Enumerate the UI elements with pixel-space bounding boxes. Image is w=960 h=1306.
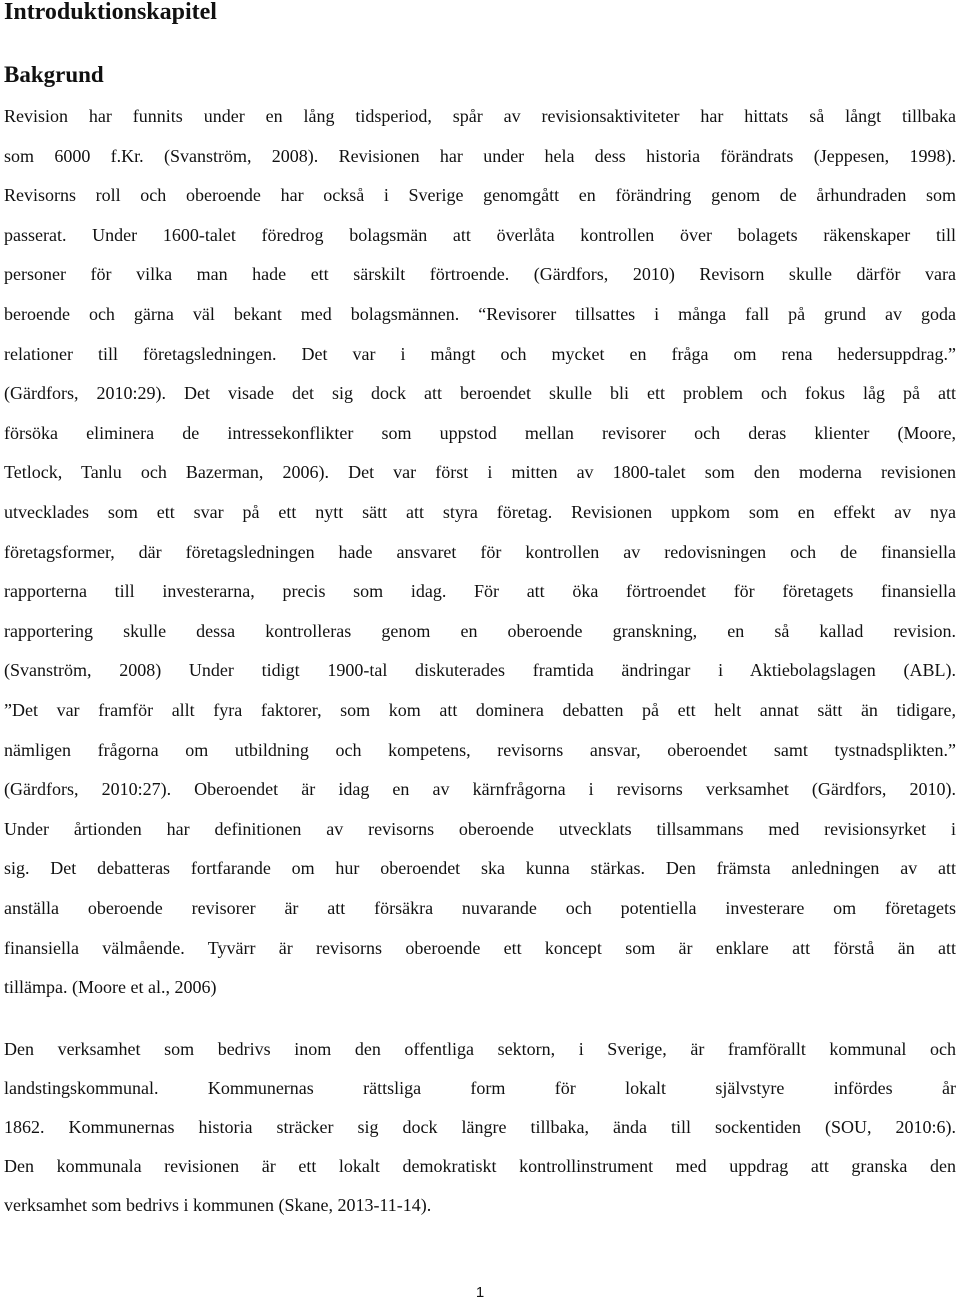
text-line: rapportering skulle dessa kontrolleras genom en oberoende granskning, en så kallad revision. [4,620,956,641]
text-line: anställa oberoende revisorer är att försäkra nuvarande och potentiella investerare om företagets [4,898,956,918]
text-line: som 6000 f.Kr. (Svanström, 2008). Revisionen har under hela dess historia förändrats (Jeppesen, 1998). [4,145,956,166]
text-line: Revisorns roll och oberoende har också i Sverige genomgått en förändring genom de århundraden som [4,185,956,206]
section-heading: Bakgrund [4,62,104,87]
text-line: Revision har funnits under en lång tidsperiod, spår av revisionsaktiviteter har hittats så långt tillbaka [4,106,956,126]
text-line: försöka eliminera de intressekonflikter som uppstod mellan revisorer och deras klienter (Moore, [4,422,956,443]
text-line: Tetlock, Tanlu och Bazerman, 2006). Det var först i mitten av 1800-talet som den moderna revisionen [4,462,956,483]
text-line: personer för vilka man hade ett särskilt förtroende. (Gärdfors, 2010) Revisorn skulle därför vara [4,264,956,285]
text-line: tillämpa. (Moore et al., 2006) [4,977,217,998]
text-line: (Gärdfors, 2010:27). Oberoendet är idag en av kärnfrågorna i revisorns verksamhet (Gärdfors, 2010). [4,779,956,800]
text-line: finansiella välmående. Tyvärr är revisorns oberoende ett koncept som är enklare att förstå än att [4,937,956,958]
text-line: rapporterna till investerarna, precis som idag. För att öka förtroendet för företagets finansiella [4,581,956,602]
text-line: verksamhet som bedrivs i kommunen (Skane, 2013-11-14). [4,1195,432,1215]
text-line: Den kommunala revisionen är ett lokalt demokratiskt kontrollinstrument med uppdrag att granska den [4,1156,956,1176]
text-line: (Gärdfors, 2010:29). Det visade det sig dock att beroendet skulle bli ett problem och fokus låg på att [4,383,956,404]
chapter-title: Introduktionskapitel [4,0,217,25]
text-line: beroende och gärna väl bekant med bolagsmännen. “Revisorer tillsattes i många fall på grund av goda [4,304,956,324]
text-line: (Svanström, 2008) Under tidigt 1900-tal diskuterades framtida ändringar i Aktiebolagslagen (ABL). [4,660,956,681]
text-line: sig. Det debatteras fortfarande om hur oberoendet ska kunna stärkas. Den främsta anledningen av att [4,858,956,879]
text-line: relationer till företagsledningen. Det var i mångt och mycket en fråga om rena hedersuppdrag.” [4,343,956,364]
text-line: nämligen frågorna om utbildning och kompetens, revisorns ansvar, oberoendet samt tystnadsplikten.” [4,739,956,760]
text-line: passerat. Under 1600-talet föredrog bolagsmän att överlåta kontrollen över bolagets räkenskaper till [4,224,956,245]
text-line: 1862. Kommunernas historia sträcker sig dock längre tillbaka, ända till sockentiden (SOU, 2010:6). [4,1117,956,1137]
text-line: utvecklades som ett svar på ett nytt sätt att styra företag. Revisionen uppkom som en effekt av nya [4,502,956,522]
page-number: 1 [475,1284,485,1301]
text-line: företagsformer, där företagsledningen hade ansvaret för kontrollen av redovisningen och de finansiella [4,541,956,562]
text-line: Den verksamhet som bedrivs inom den offentliga sektorn, i Sverige, är framförallt kommunal och [4,1039,956,1059]
text-line: Under årtionden har definitionen av revisorns oberoende utvecklats tillsammans med revisionsyrket i [4,818,956,839]
text-line: ”Det var framför allt fyra faktorer, som kom att dominera debatten på ett helt annat sätt än tidigare, [4,700,956,720]
text-line: landstingskommunal. Kommunernas rättsliga form för lokalt självstyre infördes år [4,1078,956,1098]
